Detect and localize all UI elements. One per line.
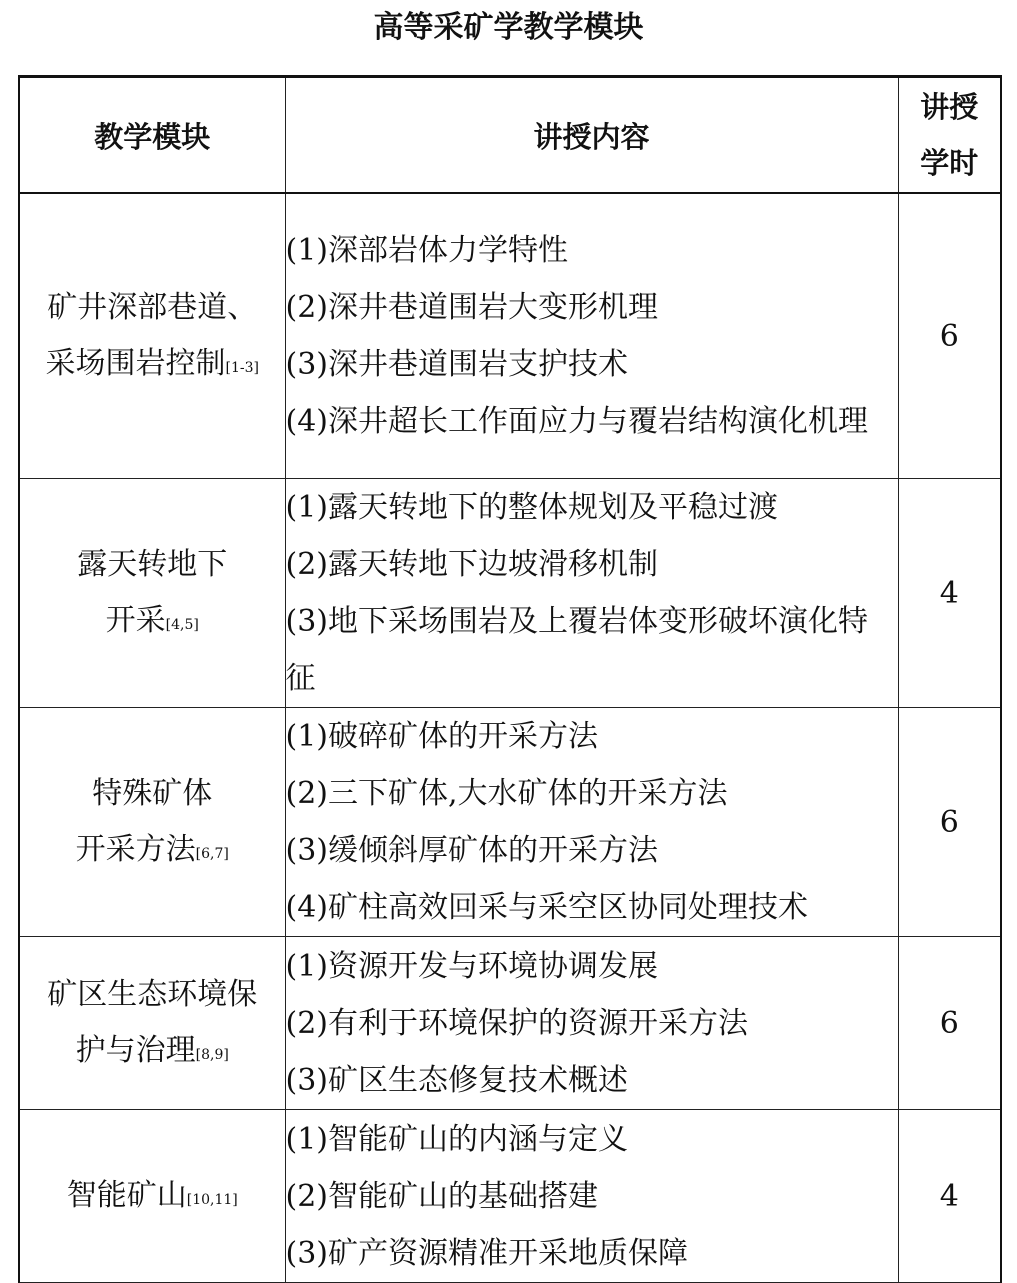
module-name-text: 开采方法	[75, 832, 196, 867]
reference-superscript: [1-3]	[225, 360, 259, 376]
content-item: (2)有利于环境保护的资源开采方法	[285, 1005, 748, 1041]
module-name-line1: 矿井深部巷道、	[47, 290, 258, 325]
table-title: 高等采矿学教学模块	[373, 10, 644, 45]
module-name-text: 开采	[105, 603, 166, 638]
table-row	[19, 708, 1001, 937]
content-cell	[285, 193, 898, 479]
module-name-line1: 露天转地下	[77, 547, 228, 582]
content-cell	[285, 937, 898, 1110]
table-row	[19, 479, 1001, 708]
content-item: (4)深井超长工作面应力与覆岩结构演化机理	[285, 404, 868, 439]
hours-cell: 6	[898, 708, 1001, 937]
header-module: 教学模块	[19, 77, 285, 194]
content-cell	[285, 1110, 898, 1283]
module-name-line2	[20, 593, 285, 649]
table-row	[19, 937, 1001, 1110]
content-item: (2)深井巷道围岩大变形机理	[285, 290, 658, 325]
hours-cell: 6	[898, 937, 1001, 1110]
hours-cell: 4	[898, 1110, 1001, 1283]
content-item: (1)智能矿山的内涵与定义	[285, 1121, 628, 1157]
header-hours-line1: 讲授	[920, 90, 979, 124]
content-cell	[285, 708, 898, 937]
header-hours-line2: 学时	[920, 146, 979, 180]
content-item: (2)三下矿体,大水矿体的开采方法	[285, 776, 728, 811]
header-hours	[898, 77, 1001, 194]
content-item: (1)资源开发与环境协调发展	[285, 948, 658, 984]
module-name-text: 护与治理	[75, 1033, 196, 1068]
table-row	[19, 193, 1001, 479]
content-item: (1)露天转地下的整体规划及平稳过渡	[285, 490, 778, 525]
content-item: (3)缓倾斜厚矿体的开采方法	[285, 833, 658, 868]
module-name-text: 采场围岩控制	[45, 346, 226, 381]
content-item: (3)深井巷道围岩支护技术	[285, 347, 628, 382]
module-name-text: 智能矿山	[66, 1178, 187, 1213]
hours-cell: 6	[898, 193, 1001, 479]
content-cell	[285, 479, 898, 708]
header-content: 讲授内容	[285, 77, 898, 194]
module-cell	[19, 193, 285, 479]
module-name-line1	[20, 1168, 285, 1224]
module-cell	[19, 708, 285, 937]
hours-cell: 4	[898, 479, 1001, 708]
reference-superscript: [8,9]	[195, 1047, 229, 1063]
content-item: (3)矿产资源精准开采地质保障	[285, 1235, 688, 1271]
module-cell	[19, 479, 285, 708]
reference-superscript: [6,7]	[195, 846, 229, 862]
module-name-line2	[20, 822, 285, 878]
content-item: (1)破碎矿体的开采方法	[285, 719, 598, 754]
content-item: (2)智能矿山的基础搭建	[285, 1178, 598, 1214]
course-module-table	[18, 75, 1002, 1283]
table-header-row	[19, 77, 1001, 194]
content-item: (1)深部岩体力学特性	[285, 233, 568, 268]
module-name-line1: 特殊矿体	[92, 776, 213, 811]
content-item: (3)矿区生态修复技术概述	[285, 1062, 628, 1098]
table-row	[19, 1110, 1001, 1283]
module-name-line1: 矿区生态环境保	[47, 977, 258, 1012]
content-item: (2)露天转地下边坡滑移机制	[285, 547, 658, 582]
content-item: (3)地下采场围岩及上覆岩体变形破坏演化特征	[285, 604, 868, 696]
reference-superscript: [10,11]	[186, 1192, 238, 1208]
module-cell	[19, 1110, 285, 1283]
reference-superscript: [4,5]	[165, 617, 199, 633]
module-name-line2	[20, 1023, 285, 1079]
module-cell	[19, 937, 285, 1110]
content-item: (4)矿柱高效回采与采空区协同处理技术	[285, 890, 808, 925]
module-name-line2	[20, 336, 285, 392]
